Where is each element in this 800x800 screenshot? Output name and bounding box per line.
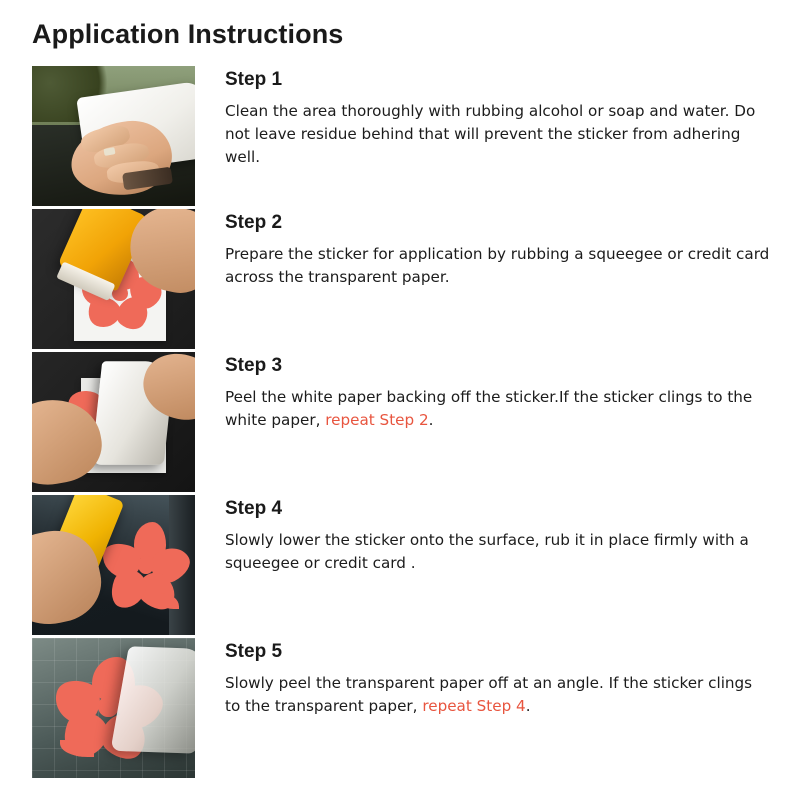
step-5-text-highlight: repeat Step 4 — [422, 697, 526, 716]
step-1-image — [32, 66, 195, 206]
step-4-text — [225, 529, 770, 575]
step-item — [32, 209, 770, 352]
step-5-body — [195, 638, 770, 718]
step-item — [32, 66, 770, 209]
step-5-text-tail: . — [525, 697, 531, 716]
step-3-text-main: Peel the white paper backing off the sticker.If the sticker clings to the white paper, — [225, 388, 753, 430]
step-4-text-main: Slowly lower the sticker onto the surface, rub it in place firmly with a squeegee or credit card . — [225, 531, 749, 573]
step-2-text-main: Prepare the sticker for application by rubbing a squeegee or credit card across the transparent paper. — [225, 245, 770, 287]
step-3-text-highlight: repeat Step 2 — [325, 411, 429, 430]
step-2-text — [225, 243, 770, 289]
step-4-body — [195, 495, 770, 575]
step-3-title: Step 3 — [225, 355, 283, 377]
step-3-body — [195, 352, 770, 432]
step-5-text-main: Slowly peel the transparent paper off at an angle. If the sticker clings to the transparent paper, — [225, 674, 753, 716]
step-4-title: Step 4 — [225, 498, 283, 520]
steps-list — [32, 66, 770, 781]
step-3-image — [32, 352, 195, 492]
step-1-title: Step 1 — [225, 69, 283, 91]
step-item — [32, 352, 770, 495]
step-item — [32, 638, 770, 781]
step-1-text — [225, 100, 770, 169]
step-5-text — [225, 672, 770, 718]
step-1-text-main: Clean the area thoroughly with rubbing alcohol or soap and water. Do not leave residue behind that will prevent the sticker from adhering well. — [225, 102, 756, 167]
step-5-title: Step 5 — [225, 641, 283, 663]
step-1-body — [195, 66, 770, 169]
step-item — [32, 495, 770, 638]
step-2-image — [32, 209, 195, 349]
page-title: Application Instructions — [32, 19, 344, 49]
ring-shape — [103, 147, 115, 156]
step-2-title: Step 2 — [225, 212, 283, 234]
step-2-body — [195, 209, 770, 289]
flower-center-shape — [98, 696, 118, 717]
hibiscus-flower-graphic — [107, 521, 185, 613]
flower-center-shape — [138, 556, 154, 574]
step-4-image — [32, 495, 195, 635]
step-5-image — [32, 638, 195, 778]
step-3-text — [225, 386, 770, 432]
step-3-text-tail: . — [428, 411, 434, 430]
